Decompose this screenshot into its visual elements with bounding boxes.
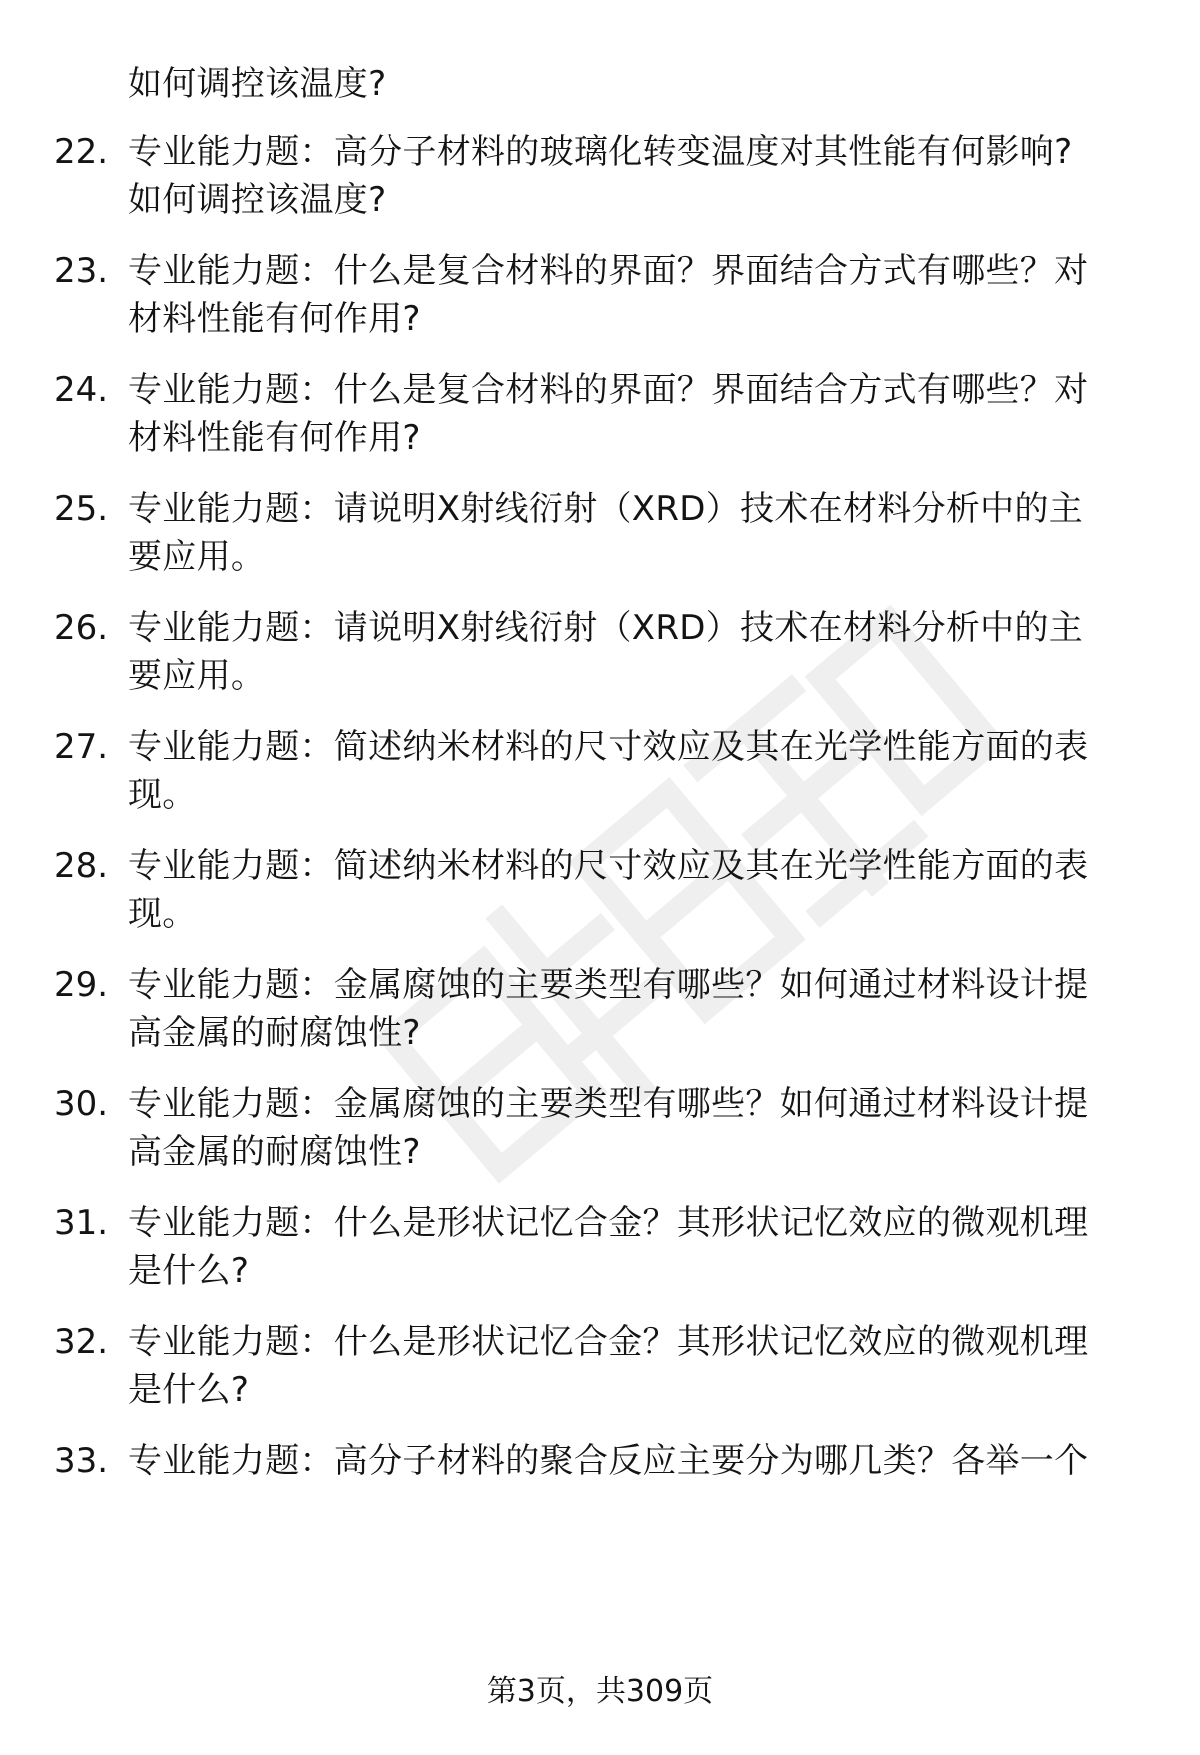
item-number: 31. (54, 1203, 109, 1243)
item-text-line-2: 如何调控该温度? (128, 180, 387, 220)
item-number: 33. (54, 1441, 109, 1481)
item-number: 25. (54, 489, 109, 529)
continuation-text: 如何调控该温度? (128, 64, 387, 104)
item-number: 22. (54, 132, 109, 172)
item-text-line-2: 高金属的耐腐蚀性? (128, 1013, 421, 1053)
item-text-line-1: 专业能力题：什么是复合材料的界面？界面结合方式有哪些？对 (128, 251, 1089, 291)
item-text-line-2: 要应用。 (128, 656, 266, 696)
item-number: 26. (54, 608, 109, 648)
item-text-line-1: 专业能力题：高分子材料的聚合反应主要分为哪几类？各举一个 (128, 1441, 1089, 1481)
item-number: 28. (54, 846, 109, 886)
item-number: 30. (54, 1084, 109, 1124)
item-text-line-2: 材料性能有何作用? (128, 418, 421, 458)
item-text-line-1: 专业能力题：请说明X射线衍射（XRD）技术在材料分析中的主 (128, 608, 1084, 648)
item-text-line-1: 专业能力题：什么是形状记忆合金？其形状记忆效应的微观机理 (128, 1322, 1089, 1362)
item-number: 27. (54, 727, 109, 767)
item-text-line-2: 现。 (128, 775, 197, 815)
item-text-line-1: 专业能力题：什么是复合材料的界面？界面结合方式有哪些？对 (128, 370, 1089, 410)
item-text-line-1: 专业能力题：简述纳米材料的尺寸效应及其在光学性能方面的表 (128, 727, 1089, 767)
item-text-line-2: 要应用。 (128, 537, 266, 577)
item-number: 23. (54, 251, 109, 291)
item-number: 29. (54, 965, 109, 1005)
item-text-line-2: 是什么? (128, 1370, 250, 1410)
item-text-line-2: 现。 (128, 894, 197, 934)
item-number: 32. (54, 1322, 109, 1362)
item-text-line-1: 专业能力题：金属腐蚀的主要类型有哪些？如何通过材料设计提 (128, 1084, 1089, 1124)
item-text-line-1: 专业能力题：简述纳米材料的尺寸效应及其在光学性能方面的表 (128, 846, 1089, 886)
item-text-line-1: 专业能力题：请说明X射线衍射（XRD）技术在材料分析中的主 (128, 489, 1084, 529)
item-text-line-1: 专业能力题：金属腐蚀的主要类型有哪些？如何通过材料设计提 (128, 965, 1089, 1005)
item-text-line-2: 材料性能有何作用? (128, 299, 421, 339)
item-text-line-2: 高金属的耐腐蚀性? (128, 1132, 421, 1172)
page-footer: 第3页，共309页 (486, 1674, 714, 1709)
item-number: 24. (54, 370, 109, 410)
item-text-line-2: 是什么? (128, 1251, 250, 1291)
item-text-line-1: 专业能力题：什么是形状记忆合金？其形状记忆效应的微观机理 (128, 1203, 1089, 1243)
item-text-line-1: 专业能力题：高分子材料的玻璃化转变温度对其性能有何影响? (128, 132, 1073, 172)
